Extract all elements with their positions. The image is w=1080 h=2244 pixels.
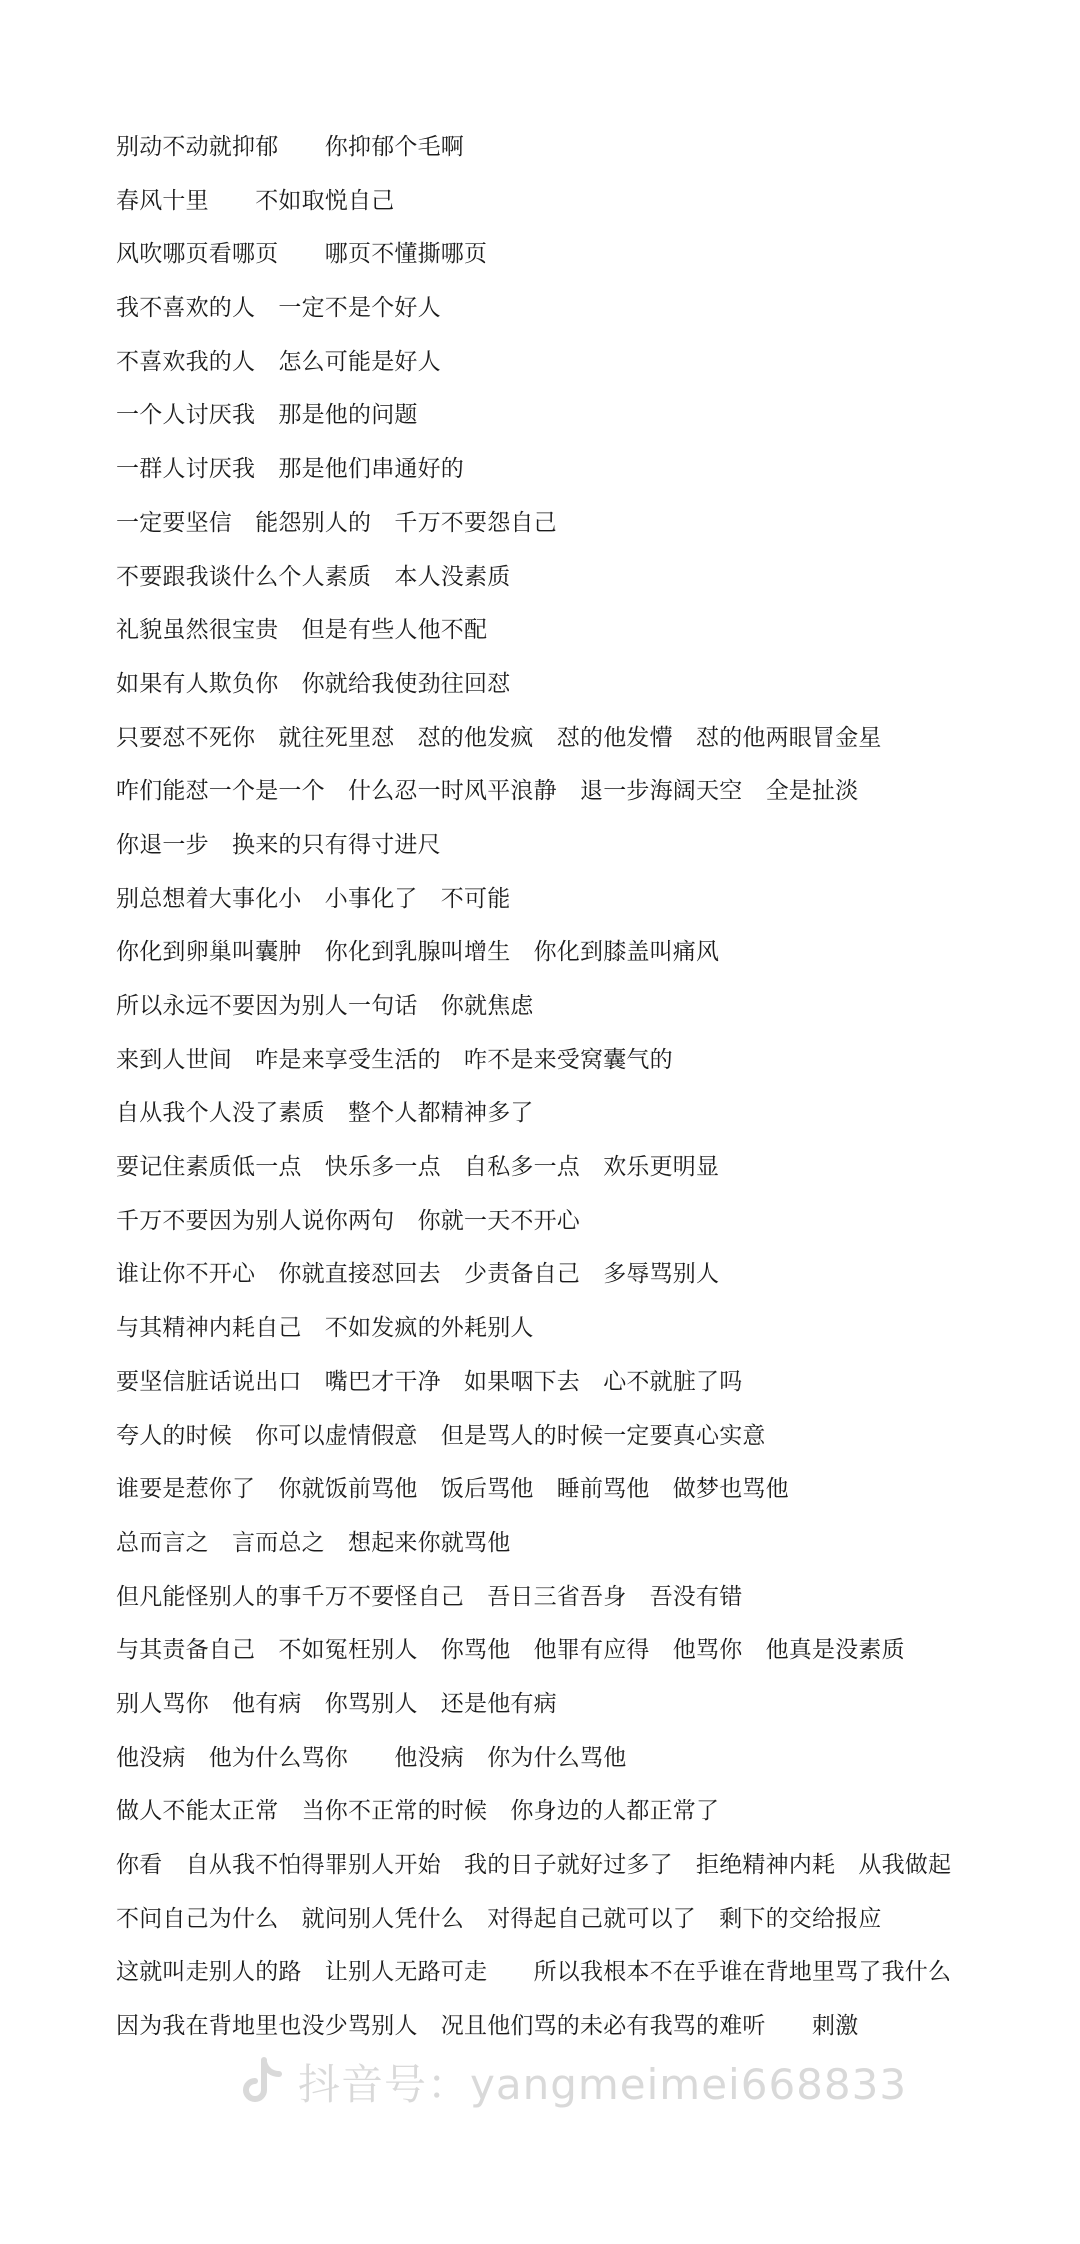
text-line: 但凡能怪别人的事千万不要怪自己 吾日三省吾身 吾没有错 (116, 1583, 743, 1610)
text-line: 做人不能太正常 当你不正常的时候 你身边的人都正常了 (116, 1798, 720, 1825)
text-line: 千万不要因为别人说你两句 你就一天不开心 (116, 1207, 580, 1234)
text-line: 我不喜欢的人 一定不是个好人 (116, 295, 441, 322)
text-line: 如果有人欺负你 你就给我使劲往回怼 (116, 670, 511, 697)
text-line: 咋们能怼一个是一个 什么忍一时风平浪静 退一步海阔天空 全是扯淡 (116, 778, 859, 805)
text-line: 所以永远不要因为别人一句话 你就焦虑 (116, 993, 534, 1019)
text-line: 只要怼不死你 就往死里怼 怼的他发疯 怼的他发懵 怼的他两眼冒金星 (116, 724, 882, 751)
text-line: 别人骂你 他有病 你骂别人 还是他有病 (116, 1690, 557, 1717)
text-line: 一定要坚信 能怨别人的 千万不要怨自己 (116, 509, 557, 536)
text-line: 要记住素质低一点 快乐多一点 自私多一点 欢乐更明显 (116, 1154, 720, 1181)
text-line: 他没病 他为什么骂你 他没病 你为什么骂他 (116, 1744, 627, 1771)
text-line: 因为我在背地里也没少骂别人 况且他们骂的未必有我骂的难听 刺激 (116, 2013, 859, 2040)
text-line: 你看 自从我不怕得罪别人开始 我的日子就好过多了 拒绝精神内耗 从我做起 (116, 1852, 952, 1878)
text-line: 不问自己为什么 就问别人凭什么 对得起自己就可以了 剩下的交给报应 (116, 1905, 882, 1932)
text-line: 要坚信脏话说出口 嘴巴才干净 如果咽下去 心不就脏了吗 (116, 1368, 743, 1395)
text-line: 不喜欢我的人 怎么可能是好人 (116, 348, 441, 375)
text-line: 不要跟我谈什么个人素质 本人没素质 (116, 563, 511, 590)
text-line: 别动不动就抑郁 你抑郁个毛啊 (116, 134, 464, 160)
text-line: 总而言之 言而总之 想起来你就骂他 (116, 1529, 511, 1556)
text-line: 一群人讨厌我 那是他们串通好的 (116, 456, 464, 483)
text-line: 礼貌虽然很宝贵 但是有些人他不配 (116, 617, 488, 644)
text-line: 你退一步 换来的只有得寸进尺 (116, 831, 441, 858)
watermark-text: 抖音号：yangmeimei668833 (298, 2060, 908, 2109)
text-lines (116, 127, 1076, 2060)
text-line: 风吹哪页看哪页 哪页不懂撕哪页 (116, 241, 488, 268)
text-line: 夸人的时候 你可以虚情假意 但是骂人的时候一定要真心实意 (116, 1422, 766, 1449)
text-line: 一个人讨厌我 那是他的问题 (116, 402, 418, 429)
text-line: 与其责备自己 不如冤枉别人 你骂他 他罪有应得 他骂你 他真是没素质 (116, 1637, 905, 1664)
text-line: 你化到卵巢叫囊肿 你化到乳腺叫增生 你化到膝盖叫痛风 (116, 939, 720, 966)
text-line: 别总想着大事化小 小事化了 不可能 (116, 885, 511, 912)
text-line: 春风十里 不如取悦自己 (116, 187, 395, 214)
douyin-logo-icon (238, 2056, 284, 2108)
douyin-watermark (238, 2047, 907, 2117)
text-line: 与其精神内耗自己 不如发疯的外耗别人 (116, 1315, 534, 1342)
text-line: 自从我个人没了素质 整个人都精神多了 (116, 1100, 534, 1127)
text-line: 这就叫走别人的路 让别人无路可走 所以我根本不在乎谁在背地里骂了我什么 (116, 1959, 952, 1986)
text-line: 谁要是惹你了 你就饭前骂他 饭后骂他 睡前骂他 做梦也骂他 (116, 1476, 789, 1503)
text-line: 谁让你不开心 你就直接怼回去 少责备自己 多辱骂别人 (116, 1261, 720, 1288)
text-line: 来到人世间 咋是来享受生活的 咋不是来受窝囊气的 (116, 1046, 673, 1073)
